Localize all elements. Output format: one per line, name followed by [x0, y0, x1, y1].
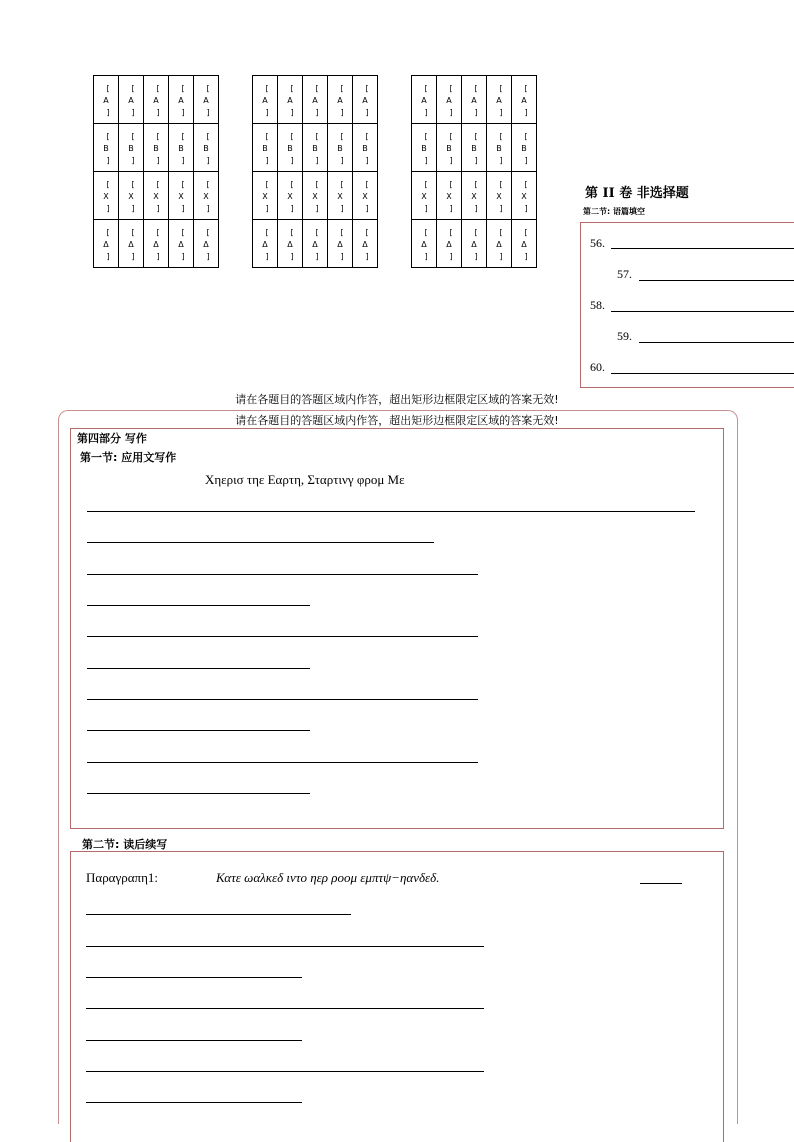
answer-bubble[interactable]: [462, 172, 487, 220]
bubble-glyph: ]: [290, 203, 294, 213]
bubble-glyph: [: [424, 227, 428, 237]
bubble-glyph: [: [424, 83, 428, 93]
bubble-glyph: X: [103, 191, 109, 201]
answer-bubble[interactable]: [353, 220, 378, 268]
answer-bubble[interactable]: [512, 220, 537, 268]
notice-lower: 请在各题目的答题区域内作答，超出矩形边框限定区域的答案无效!: [235, 414, 559, 427]
writing-line[interactable]: [86, 914, 351, 915]
bubble-glyph: [: [131, 227, 135, 237]
bubble-glyph: [: [524, 227, 528, 237]
bubble-glyph: [: [315, 179, 319, 189]
bubble-glyph: [: [290, 179, 294, 189]
answer-bubble[interactable]: [194, 76, 219, 124]
answer-bubble[interactable]: [169, 220, 194, 268]
bubble-glyph: [: [499, 179, 503, 189]
bubble-glyph: [: [181, 227, 185, 237]
bubble-glyph: [: [206, 227, 210, 237]
bubble-glyph: ]: [365, 251, 369, 261]
answer-bubble[interactable]: [119, 76, 144, 124]
bubble-glyph: A: [203, 95, 209, 105]
bubble-glyph: B: [362, 143, 368, 153]
bubble-glyph: ]: [131, 107, 135, 117]
continuation-writing-box: [70, 851, 724, 1142]
writing-line[interactable]: [86, 1008, 484, 1009]
bubble-glyph: ]: [365, 107, 369, 117]
bubble-glyph: ]: [156, 251, 160, 261]
answer-bubble[interactable]: [94, 220, 119, 268]
answer-bubble[interactable]: [119, 124, 144, 172]
writing-line[interactable]: [86, 1040, 302, 1041]
bubble-glyph: Δ: [178, 239, 184, 249]
bubble-glyph: A: [362, 95, 368, 105]
bubble-glyph: Δ: [521, 239, 527, 249]
answer-bubble[interactable]: [94, 76, 119, 124]
answer-bubble[interactable]: [303, 124, 328, 172]
bubble-glyph: A: [521, 95, 527, 105]
bubble-glyph: ]: [265, 107, 269, 117]
bubble-glyph: [: [131, 83, 135, 93]
answer-bubble[interactable]: [328, 124, 353, 172]
answer-bubble[interactable]: [278, 172, 303, 220]
bubble-glyph: X: [262, 191, 268, 201]
bubble-glyph: [: [290, 227, 294, 237]
bubble-glyph: X: [153, 191, 159, 201]
answer-bubble[interactable]: [119, 172, 144, 220]
applied-writing-box: [70, 428, 724, 829]
bubble-glyph: [: [340, 131, 344, 141]
answer-bubble[interactable]: [462, 76, 487, 124]
writing-line[interactable]: [87, 668, 310, 669]
bubble-glyph: ]: [499, 203, 503, 213]
answer-bubble[interactable]: [194, 124, 219, 172]
bubble-glyph: B: [446, 143, 452, 153]
bubble-glyph: ]: [449, 203, 453, 213]
bubble-glyph: ]: [340, 107, 344, 117]
bubble-glyph: [: [340, 227, 344, 237]
writing-line[interactable]: [87, 542, 434, 543]
item-58-label: 58.: [590, 298, 605, 312]
bubble-glyph: B: [287, 143, 293, 153]
answer-bubble[interactable]: [194, 220, 219, 268]
answer-bubble[interactable]: [94, 172, 119, 220]
answer-bubble[interactable]: [487, 76, 512, 124]
writing-line[interactable]: [86, 977, 302, 978]
bubble-glyph: [: [499, 131, 503, 141]
bubble-glyph: [: [449, 179, 453, 189]
bubble-glyph: ]: [206, 155, 210, 165]
bubble-glyph: ]: [156, 203, 160, 213]
answer-bubble[interactable]: [253, 220, 278, 268]
bubble-glyph: A: [128, 95, 134, 105]
bubble-glyph: [: [449, 83, 453, 93]
answer-bubble[interactable]: [119, 220, 144, 268]
item-56-label: 56.: [590, 236, 605, 250]
bubble-glyph: ]: [206, 251, 210, 261]
bubble-glyph: ]: [131, 155, 135, 165]
bubble-glyph: ]: [524, 203, 528, 213]
bubble-glyph: X: [521, 191, 527, 201]
bubble-glyph: ]: [499, 107, 503, 117]
bubble-glyph: [: [290, 83, 294, 93]
bubble-glyph: [: [156, 83, 160, 93]
bubble-glyph: A: [103, 95, 109, 105]
bubble-glyph: Δ: [128, 239, 134, 249]
bubble-glyph: ]: [424, 251, 428, 261]
writing-line[interactable]: [86, 946, 484, 947]
bubble-glyph: A: [496, 95, 502, 105]
bubble-glyph: A: [287, 95, 293, 105]
bubble-glyph: [: [474, 131, 478, 141]
bubble-glyph: [: [156, 131, 160, 141]
bubble-glyph: ]: [474, 251, 478, 261]
item-58-line[interactable]: [611, 311, 794, 312]
bubble-glyph: [: [474, 179, 478, 189]
answer-bubble[interactable]: [412, 124, 437, 172]
bubble-glyph: [: [181, 131, 185, 141]
bubble-glyph: ]: [290, 107, 294, 117]
bubble-glyph: B: [521, 143, 527, 153]
answer-bubble[interactable]: [487, 220, 512, 268]
writing-line[interactable]: [640, 883, 682, 884]
bubble-glyph: [: [106, 131, 110, 141]
bubble-glyph: [: [106, 227, 110, 237]
answer-bubble[interactable]: [437, 220, 462, 268]
bubble-glyph: [: [424, 179, 428, 189]
bubble-glyph: B: [203, 143, 209, 153]
answer-bubble[interactable]: [328, 220, 353, 268]
bubble-glyph: [: [265, 227, 269, 237]
answer-bubble[interactable]: [437, 172, 462, 220]
bubble-glyph: [: [265, 83, 269, 93]
bubble-glyph: ]: [265, 251, 269, 261]
writing-line[interactable]: [86, 1102, 302, 1103]
answer-bubble[interactable]: [278, 76, 303, 124]
bubble-glyph: [: [474, 227, 478, 237]
bubble-glyph: ]: [156, 107, 160, 117]
bubble-glyph: B: [421, 143, 427, 153]
bubble-glyph: ]: [131, 251, 135, 261]
bubble-glyph: [: [340, 83, 344, 93]
writing-line[interactable]: [87, 574, 478, 575]
cloze-answer-box: [580, 222, 794, 388]
answer-bubble[interactable]: [253, 76, 278, 124]
bubble-glyph: [: [365, 179, 369, 189]
writing-line[interactable]: [87, 793, 310, 794]
answer-bubble[interactable]: [512, 172, 537, 220]
bubble-glyph: Δ: [153, 239, 159, 249]
bubble-glyph: ]: [474, 203, 478, 213]
bubble-glyph: Δ: [337, 239, 343, 249]
bubble-glyph: [: [315, 131, 319, 141]
bubble-glyph: ]: [290, 155, 294, 165]
bubble-glyph: [: [106, 179, 110, 189]
bubble-glyph: A: [153, 95, 159, 105]
bubble-glyph: ]: [265, 155, 269, 165]
bubble-glyph: X: [128, 191, 134, 201]
answer-bubble[interactable]: [412, 76, 437, 124]
bubble-glyph: [: [181, 179, 185, 189]
bubble-glyph: Δ: [287, 239, 293, 249]
answer-grid-block-2: [252, 75, 378, 268]
bubble-glyph: ]: [206, 203, 210, 213]
bubble-glyph: [: [365, 227, 369, 237]
writing-prompt: Χηερισ τηε Εαρτη, Σταρτινγ φρομ Με: [205, 472, 405, 487]
bubble-glyph: B: [496, 143, 502, 153]
bubble-glyph: ]: [340, 251, 344, 261]
bubble-glyph: ]: [106, 107, 110, 117]
bubble-glyph: [: [181, 83, 185, 93]
paragraph-opening: Κατε ωαλκεδ ιντο ηερ ροομ εμπτψ−ηανδεδ.: [216, 870, 440, 885]
bubble-glyph: [: [290, 131, 294, 141]
bubble-glyph: Δ: [312, 239, 318, 249]
bubble-glyph: ]: [365, 155, 369, 165]
bubble-glyph: [: [206, 179, 210, 189]
bubble-glyph: [: [524, 179, 528, 189]
bubble-glyph: ]: [449, 251, 453, 261]
answer-bubble[interactable]: [487, 124, 512, 172]
bubble-glyph: ]: [424, 107, 428, 117]
bubble-glyph: X: [178, 191, 184, 201]
bubble-glyph: Δ: [362, 239, 368, 249]
answer-bubble[interactable]: [487, 172, 512, 220]
answer-bubble[interactable]: [144, 76, 169, 124]
bubble-glyph: [: [524, 83, 528, 93]
bubble-glyph: X: [287, 191, 293, 201]
section2-heading: 第二节: 读后续写: [82, 838, 168, 851]
bubble-glyph: ]: [131, 203, 135, 213]
answer-bubble[interactable]: [512, 76, 537, 124]
answer-bubble[interactable]: [353, 76, 378, 124]
bubble-glyph: X: [421, 191, 427, 201]
item-60-label: 60.: [590, 360, 605, 374]
bubble-glyph: ]: [315, 251, 319, 261]
bubble-glyph: ]: [106, 203, 110, 213]
answer-bubble[interactable]: [144, 220, 169, 268]
bubble-glyph: ]: [340, 203, 344, 213]
bubble-glyph: [: [156, 227, 160, 237]
bubble-glyph: ]: [156, 155, 160, 165]
bubble-glyph: ]: [206, 107, 210, 117]
writing-line[interactable]: [87, 605, 310, 606]
bubble-glyph: [: [449, 227, 453, 237]
bubble-glyph: [: [156, 179, 160, 189]
answer-grid-block-3: [411, 75, 537, 268]
bubble-glyph: [: [499, 83, 503, 93]
bubble-glyph: X: [446, 191, 452, 201]
bubble-glyph: ]: [474, 107, 478, 117]
bubble-glyph: Δ: [262, 239, 268, 249]
answer-bubble[interactable]: [437, 124, 462, 172]
bubble-glyph: A: [471, 95, 477, 105]
bubble-glyph: [: [365, 83, 369, 93]
part4-heading: 第四部分 写作: [77, 432, 147, 445]
writing-line[interactable]: [87, 699, 478, 700]
bubble-glyph: ]: [449, 155, 453, 165]
answer-bubble[interactable]: [303, 220, 328, 268]
bubble-glyph: ]: [181, 155, 185, 165]
bubble-glyph: [: [474, 83, 478, 93]
bubble-glyph: [: [449, 131, 453, 141]
bubble-glyph: ]: [106, 155, 110, 165]
bubble-glyph: Δ: [421, 239, 427, 249]
bubble-glyph: [: [315, 83, 319, 93]
bubble-glyph: A: [421, 95, 427, 105]
bubble-glyph: ]: [106, 251, 110, 261]
bubble-glyph: [: [206, 131, 210, 141]
item-59-line[interactable]: [639, 342, 794, 343]
bubble-glyph: [: [340, 179, 344, 189]
bubble-glyph: ]: [524, 155, 528, 165]
bubble-glyph: B: [262, 143, 268, 153]
bubble-glyph: ]: [424, 203, 428, 213]
answer-bubble[interactable]: [353, 172, 378, 220]
answer-bubble[interactable]: [353, 124, 378, 172]
bubble-glyph: [: [315, 227, 319, 237]
section-ii-subtitle: 第二节: 语篇填空: [583, 207, 645, 216]
answer-bubble[interactable]: [169, 76, 194, 124]
answer-bubble[interactable]: [328, 172, 353, 220]
writing-line[interactable]: [87, 511, 695, 512]
bubble-glyph: A: [178, 95, 184, 105]
bubble-glyph: B: [471, 143, 477, 153]
bubble-glyph: [: [365, 131, 369, 141]
answer-bubble[interactable]: [303, 172, 328, 220]
bubble-glyph: A: [337, 95, 343, 105]
answer-bubble[interactable]: [437, 76, 462, 124]
answer-bubble[interactable]: [328, 76, 353, 124]
answer-bubble[interactable]: [169, 172, 194, 220]
bubble-glyph: X: [203, 191, 209, 201]
answer-bubble[interactable]: [512, 124, 537, 172]
bubble-glyph: [: [424, 131, 428, 141]
bubble-glyph: ]: [449, 107, 453, 117]
bubble-glyph: Δ: [203, 239, 209, 249]
bubble-glyph: X: [496, 191, 502, 201]
answer-bubble[interactable]: [144, 124, 169, 172]
bubble-glyph: [: [131, 131, 135, 141]
bubble-glyph: [: [131, 179, 135, 189]
bubble-glyph: [: [499, 227, 503, 237]
notice-upper: 请在各题目的答题区域内作答，超出矩形边框限定区域的答案无效!: [235, 393, 559, 406]
bubble-glyph: [: [106, 83, 110, 93]
answer-bubble[interactable]: [303, 76, 328, 124]
answer-bubble[interactable]: [253, 172, 278, 220]
bubble-glyph: ]: [315, 155, 319, 165]
writing-line[interactable]: [87, 762, 478, 763]
answer-bubble[interactable]: [194, 172, 219, 220]
item-56-line[interactable]: [611, 248, 794, 249]
answer-bubble[interactable]: [169, 124, 194, 172]
bubble-glyph: X: [312, 191, 318, 201]
bubble-glyph: B: [153, 143, 159, 153]
writing-line[interactable]: [86, 1071, 484, 1072]
answer-bubble[interactable]: [462, 220, 487, 268]
answer-bubble[interactable]: [412, 220, 437, 268]
section-ii-title: 第 II 卷 非选择题: [585, 186, 689, 201]
bubble-glyph: ]: [181, 203, 185, 213]
bubble-glyph: B: [178, 143, 184, 153]
answer-bubble[interactable]: [278, 124, 303, 172]
answer-bubble[interactable]: [278, 220, 303, 268]
bubble-glyph: X: [337, 191, 343, 201]
bubble-glyph: Δ: [446, 239, 452, 249]
bubble-glyph: ]: [315, 107, 319, 117]
bubble-glyph: A: [312, 95, 318, 105]
bubble-glyph: ]: [499, 155, 503, 165]
bubble-glyph: ]: [181, 251, 185, 261]
answer-bubble[interactable]: [144, 172, 169, 220]
bubble-glyph: ]: [340, 155, 344, 165]
answer-bubble[interactable]: [412, 172, 437, 220]
bubble-glyph: A: [446, 95, 452, 105]
answer-bubble[interactable]: [462, 124, 487, 172]
bubble-glyph: B: [128, 143, 134, 153]
bubble-glyph: ]: [524, 107, 528, 117]
bubble-glyph: [: [265, 131, 269, 141]
bubble-glyph: ]: [315, 203, 319, 213]
bubble-glyph: ]: [265, 203, 269, 213]
bubble-glyph: ]: [474, 155, 478, 165]
bubble-glyph: [: [206, 83, 210, 93]
section1-heading: 第一节: 应用文写作: [80, 451, 177, 464]
writing-line[interactable]: [87, 636, 478, 637]
bubble-glyph: ]: [290, 251, 294, 261]
answer-grid-block-1: [93, 75, 219, 268]
bubble-glyph: Δ: [471, 239, 477, 249]
writing-line[interactable]: [87, 730, 310, 731]
bubble-glyph: ]: [181, 107, 185, 117]
bubble-glyph: [: [524, 131, 528, 141]
bubble-glyph: Δ: [496, 239, 502, 249]
bubble-glyph: ]: [365, 203, 369, 213]
bubble-glyph: ]: [424, 155, 428, 165]
paragraph-label: Παραγραπη1:: [86, 870, 159, 885]
bubble-glyph: B: [103, 143, 109, 153]
item-57-line[interactable]: [639, 280, 794, 281]
bubble-glyph: B: [337, 143, 343, 153]
answer-bubble[interactable]: [253, 124, 278, 172]
item-60-line[interactable]: [611, 373, 794, 374]
item-57-label: 57.: [617, 267, 632, 281]
answer-bubble[interactable]: [94, 124, 119, 172]
bubble-glyph: ]: [524, 251, 528, 261]
bubble-glyph: [: [265, 179, 269, 189]
item-59-label: 59.: [617, 329, 632, 343]
bubble-glyph: ]: [499, 251, 503, 261]
bubble-glyph: X: [362, 191, 368, 201]
bubble-glyph: Δ: [103, 239, 109, 249]
bubble-glyph: A: [262, 95, 268, 105]
bubble-glyph: X: [471, 191, 477, 201]
bubble-glyph: B: [312, 143, 318, 153]
